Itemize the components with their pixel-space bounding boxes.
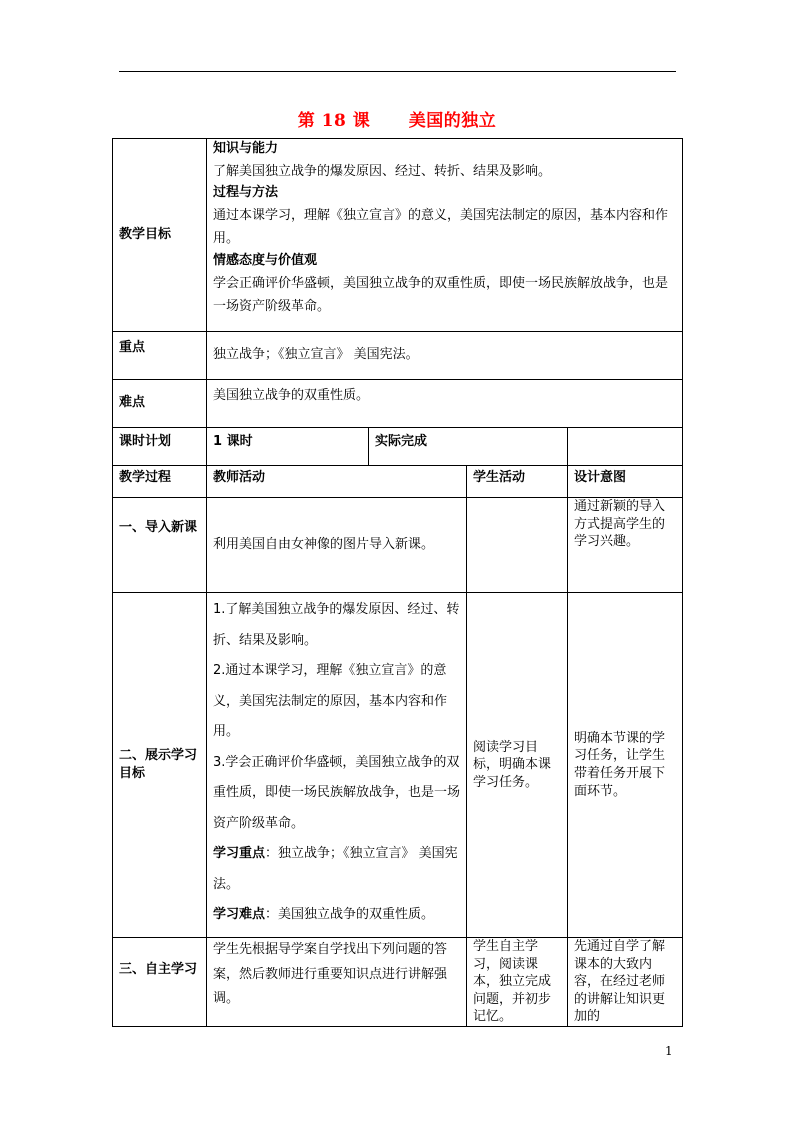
student-self-study: 学生自主学习，阅读课本，独立完成问题，并初步记忆。	[467, 938, 568, 1027]
key-points-text: 独立战争；《独立宣言》 美国宪法。	[207, 332, 683, 380]
actual-label: 实际完成	[369, 428, 568, 466]
student-goals: 阅读学习目标，明确本课学习任务。	[467, 593, 568, 938]
key-points-row	[113, 332, 683, 380]
process-text: 通过本课学习，理解《独立宣言》的意义，美国宪法制定的原因，基本内容和作用。	[213, 207, 669, 247]
goal-item: 1.了解美国独立战争的爆发原因、经过、转折、结果及影响。	[213, 602, 460, 648]
header-rule	[119, 71, 676, 72]
difficulty-label: 难点	[113, 380, 207, 428]
stage-intro: 一、导入新课	[113, 498, 207, 593]
page-number: 1	[665, 1044, 673, 1058]
header-teacher: 教师活动	[207, 466, 467, 498]
intent-intro: 通过新颖的导入方式提高学生的学习兴趣。	[568, 498, 683, 593]
teacher-self-study: 学生先根据导学案自学找出下列问题的答案，然后教师进行重要知识点进行讲解强调。	[207, 938, 467, 1027]
emotion-title: 情感态度与价值观	[213, 252, 318, 268]
lesson-plan-table	[112, 138, 683, 1027]
teacher-intro: 利用美国自由女神像的图片导入新课。	[207, 498, 467, 593]
teacher-goals	[207, 593, 467, 938]
objectives-label: 教学目标	[113, 139, 207, 332]
header-intent: 设计意图	[568, 466, 683, 498]
difficulty-row	[113, 380, 683, 428]
header-student: 学生活动	[467, 466, 568, 498]
goal-item: 2.通过本课学习，理解《独立宣言》的意义，美国宪法制定的原因，基本内容和作用。	[213, 663, 448, 740]
goal-item: 3.学会正确评价华盛顿，美国独立战争的双重性质，即使一场民族解放战争，也是一场资产阶级革命。	[213, 754, 461, 831]
objectives-row	[113, 139, 683, 332]
emotion-text: 学会正确评价华盛顿，美国独立战争的双重性质，即使一场民族解放战争，也是一场资产阶级革命。	[213, 275, 669, 314]
intent-goals: 明确本节课的学习任务，让学生带着任务开展下面环节。	[568, 593, 683, 938]
schedule-label: 课时计划	[113, 428, 207, 466]
page-title: 第 18 课 美国的独立	[297, 111, 497, 131]
process-title: 过程与方法	[213, 185, 279, 201]
actual-value	[568, 428, 683, 466]
process-row-self-study	[113, 938, 683, 1027]
difficulty-text: 美国独立战争的双重性质。	[207, 380, 683, 428]
student-intro	[467, 498, 568, 593]
intent-self-study: 先通过自学了解课本的大致内容，在经过老师的讲解让知识更加的	[568, 938, 683, 1027]
schedule-value: 1 课时	[207, 428, 369, 466]
schedule-row	[113, 428, 683, 466]
stage-self-study: 三、自主学习	[113, 938, 207, 1027]
process-header-row	[113, 466, 683, 498]
learning-difficulty	[213, 900, 460, 931]
learning-key-text: ：独立战争；《独立宣言》 美国宪法。	[213, 846, 458, 892]
stage-goals: 二、展示学习目标	[113, 593, 207, 938]
knowledge-text: 了解美国独立战争的爆发原因、经过、转折、结果及影响。	[213, 163, 552, 179]
objectives-content	[207, 139, 683, 332]
learning-diff-label: 学习难点	[213, 907, 266, 923]
process-row-intro	[113, 498, 683, 593]
key-points-label: 重点	[113, 332, 207, 380]
knowledge-title: 知识与能力	[213, 141, 279, 156]
learning-key	[213, 839, 460, 900]
process-row-goals	[113, 593, 683, 938]
header-stage: 教学过程	[113, 466, 207, 498]
learning-key-label: 学习重点	[213, 846, 266, 862]
learning-diff-text: ：美国独立战争的双重性质。	[265, 907, 435, 923]
